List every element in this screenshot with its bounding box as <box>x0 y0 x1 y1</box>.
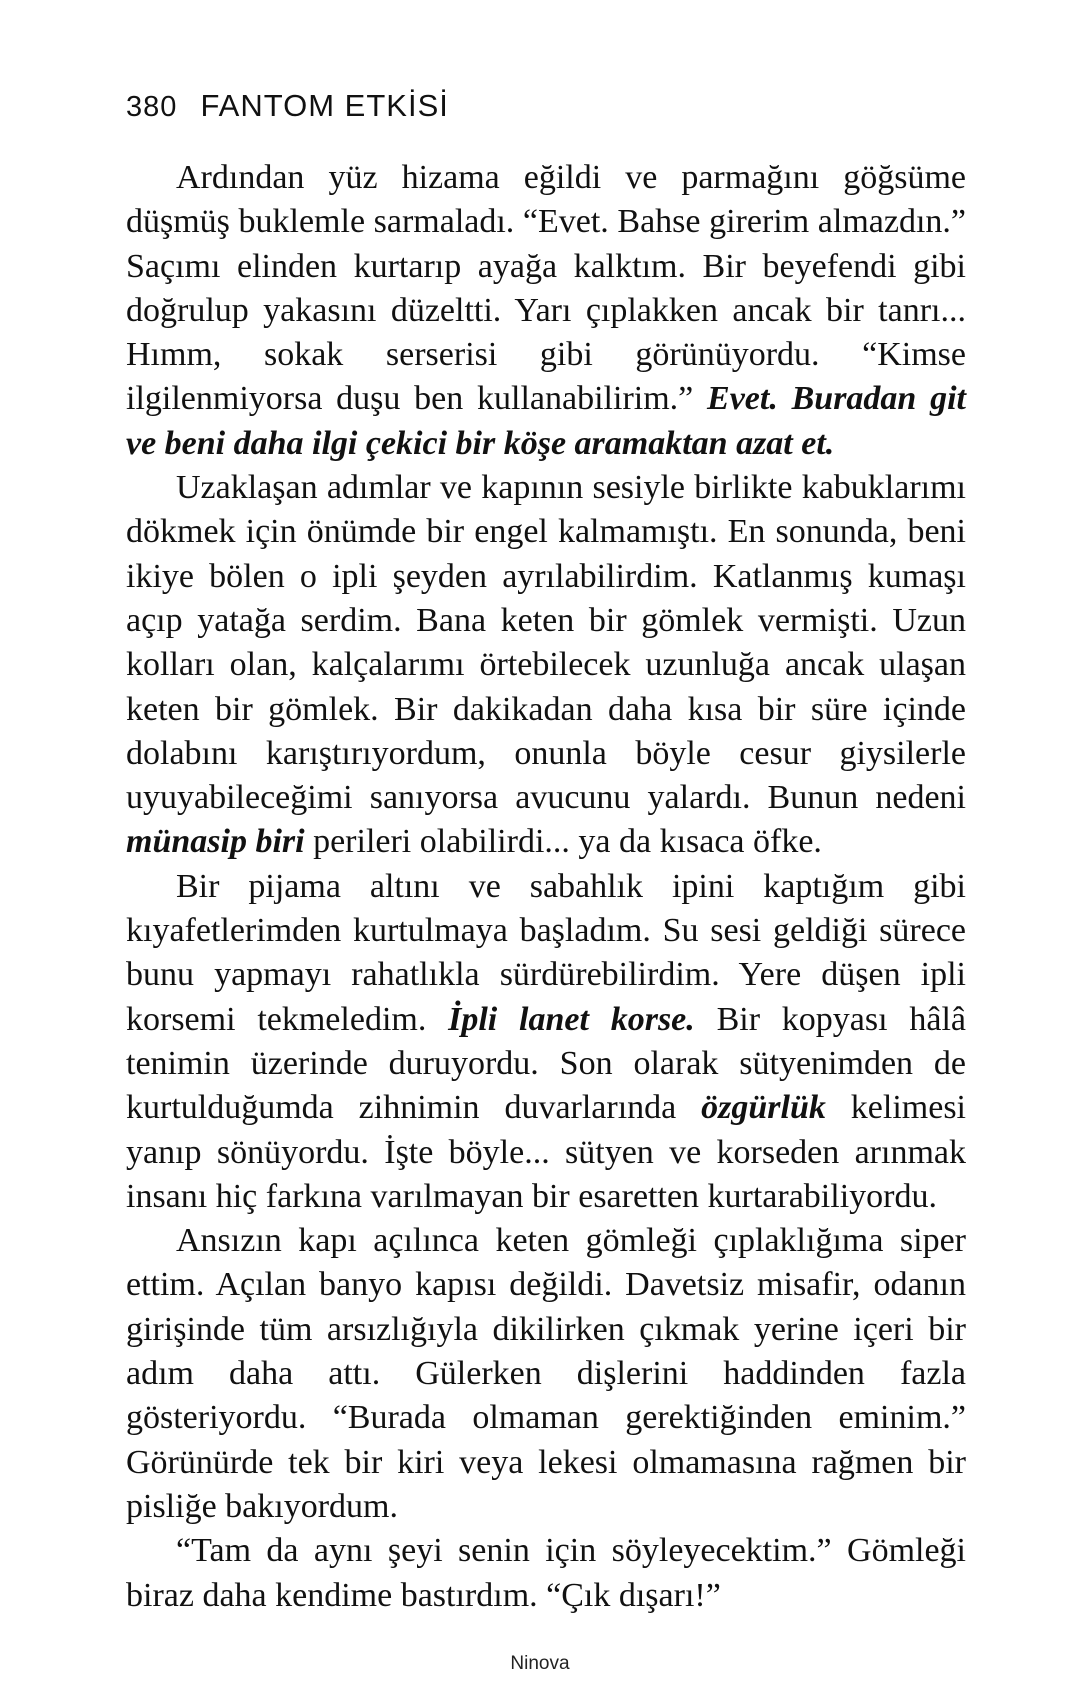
paragraph <box>126 466 966 865</box>
italic-thought: İpli lanet korse. <box>448 1000 695 1038</box>
italic-emphasis: özgürlük <box>701 1089 826 1127</box>
text-run: Uzaklaşan adımlar ve kapının sesiyle birlikte kabuklarımı dökmek için önümde bir engel kalmamıştı. En sonunda, beni ikiye bölen o ipli şeyden ayrılabilirdim. Katlanmış kumaşı açıp yatağa serdim. Bana keten bir gömlek vermişti. Uzun kolları olan, kalçalarımı örtebilecek uzunluğa ancak ulaşan keten bir gömlek. Bir dakikadan daha kısa bir süre içinde dolabını karıştırıyordum, onunla böyle cesur giysilerle uyuyabileceğimi sanıyorsa avucunu yalardı. Bunun nedeni <box>126 469 966 817</box>
text-run: Bir pijama altını ve sabahlık ipini kaptığım gibi kıyafetlerimden kurtulmaya başladım. Su sesi geldiği sürece bunu yapmayı rahatlıkla sürdürebilirdim. Yere düşen ipli korsemi tekmeledim. <box>126 867 966 1038</box>
paragraph <box>126 1219 966 1529</box>
body-text <box>126 156 966 1618</box>
text-run: perileri olabilirdi... ya da kısaca öfke. <box>304 823 822 861</box>
book-title: FANTOM ETKİSİ <box>200 88 449 123</box>
paragraph <box>126 865 966 1219</box>
publisher-footer: Ninova <box>510 1653 570 1674</box>
page-number: 380 <box>126 91 178 123</box>
italic-thought: Evet. Buradan git ve beni daha ilgi çekici bir köşe aramaktan azat et. <box>126 380 966 462</box>
italic-emphasis: münasip biri <box>126 823 305 861</box>
text-run: “Tam da aynı şeyi senin için söyleyecektim.” Gömleği biraz daha kendime bastırdım. “Çık dışarı!” <box>126 1532 966 1614</box>
running-head <box>126 88 449 124</box>
text-run: Bir kopyası hâlâ tenimin üzerinde duruyordu. Son olarak sütyenimden de kurtulduğumda zihnimin duvarlarında <box>126 1000 966 1127</box>
paragraph <box>126 156 966 466</box>
text-run: Ardından yüz hizama eğildi ve parmağını göğsüme düşmüş buklemle sarmaladı. “Evet. Bahse girerim almazdın.” Saçımı elinden kurtarıp ayağa kalktım. Bir beyefendi gibi doğrulup yakasını düzeltti. Yarı çıplakken ancak bir tanrı... Hımm, sokak serserisi gibi görünüyordu. “Kimse ilgilenmiyorsa duşu ben kullanabilirim.” <box>126 159 966 418</box>
text-run: Ansızın kapı açılınca keten gömleği çıplaklığıma siper ettim. Açılan banyo kapısı değildi. Davetsiz misafir, odanın girişinde tüm arsızlığıyla dikilirken çıkmak yerine içeri bir adım daha attı. Gülerken dişlerini haddinden fazla gösteriyordu. “Burada olmaman gerektiğinden eminim.” Görünürde tek bir kiri veya lekesi olmamasına rağmen bir pisliğe bakıyordum. <box>126 1222 966 1525</box>
paragraph <box>126 1529 966 1618</box>
text-run: kelimesi yanıp sönüyordu. İşte böyle... sütyen ve korseden arınmak insanı hiç farkına varılmayan bir esaretten kurtarabiliyordu. <box>126 1089 966 1215</box>
